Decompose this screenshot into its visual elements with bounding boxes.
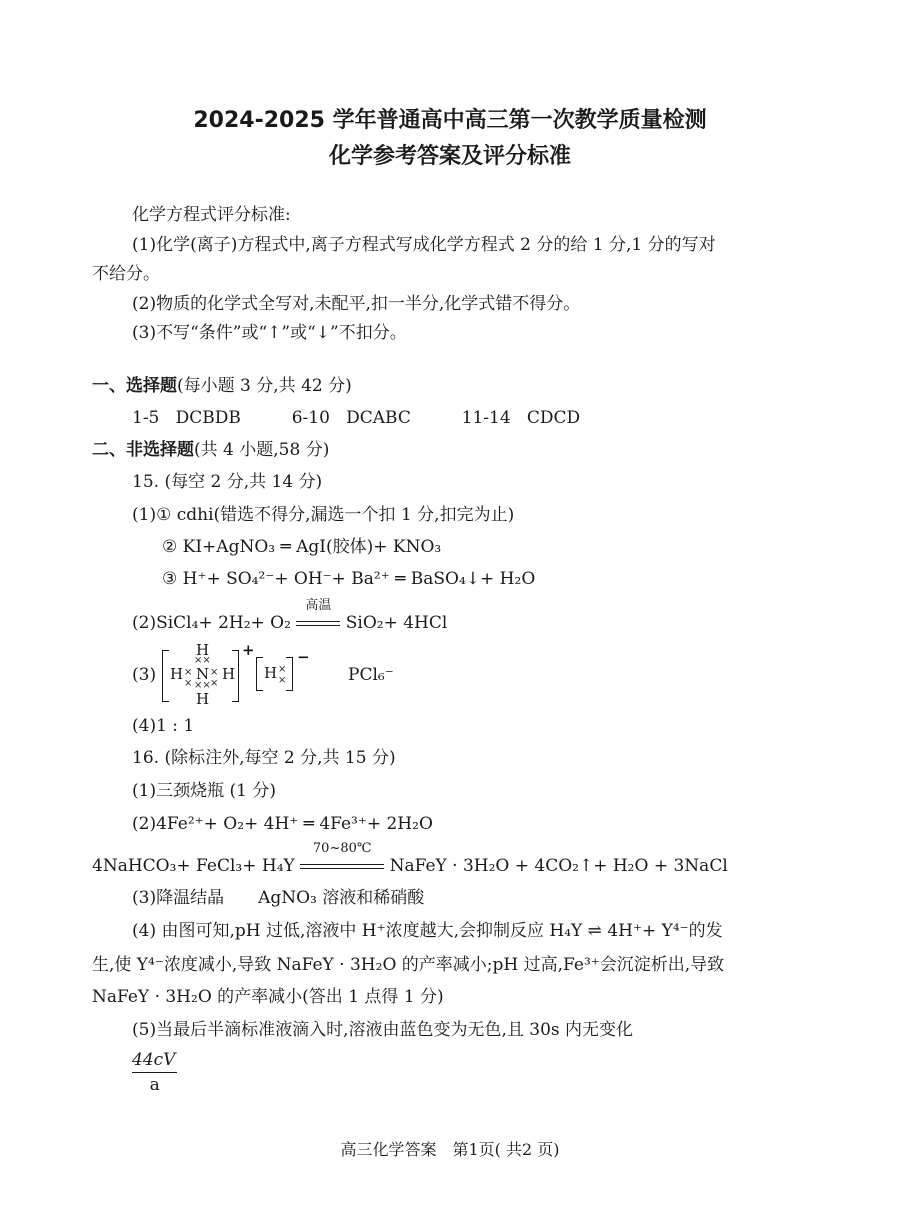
- reaction-arrow: [300, 841, 384, 876]
- q15-answer-1-2: ② KI+AgNO₃ ═ AgI(胶体)+ KNO₃: [162, 537, 442, 557]
- electron-pair-dots: × ×: [278, 664, 287, 686]
- q15-answer-1-3: ③ H⁺+ SO₄²⁻+ OH⁻+ Ba²⁺ ═ BaSO₄↓+ H₂O: [162, 569, 536, 589]
- electron-pair-dots: × ×: [184, 667, 193, 689]
- answer-range: 11-14: [461, 408, 511, 428]
- document-title: 2024-2025 学年普通高中高三第一次教学质量检测: [193, 108, 707, 133]
- page-footer: 高三化学答案 第1页( 共2 页): [340, 1140, 560, 1159]
- q16-answer-5: (5)当最后半滴标准液滴入时,溶液由蓝色变为无色,且 30s 内无变化: [132, 1020, 634, 1040]
- equation-lhs: (2)SiCl₄+ 2H₂+ O₂: [132, 613, 291, 633]
- right-bracket: [232, 650, 239, 702]
- q16-answer-1: (1)三颈烧瓶 (1 分): [132, 781, 276, 801]
- q16-answer-2b: [92, 841, 728, 876]
- q16-answer-4-cont: 生,使 Y⁴⁻浓度减小,导致 NaFeY · 3H₂O 的产率减小;pH 过高,Fe³⁺会沉淀析出,导致: [92, 955, 725, 975]
- lewis-n-center: N: [196, 665, 210, 683]
- equation-rhs: NaFeY · 3H₂O + 4CO₂↑+ H₂O + 3NaCl: [389, 856, 728, 876]
- q16-answer-2: (2)4Fe²⁺+ O₂+ 4H⁺ ═ 4Fe³⁺+ 2H₂O: [132, 814, 433, 834]
- q15-answer-2: [132, 598, 448, 633]
- fraction-result: [132, 1050, 177, 1095]
- answer-range: 1-5: [132, 408, 160, 428]
- lewis-h-bottom: H: [196, 690, 210, 708]
- q16-answer-4: (4) 由图可知,pH 过低,溶液中 H⁺浓度越大,会抑制反应 H₄Y ⇌ 4H⁺+ Y⁴⁻的发: [132, 921, 723, 941]
- fraction-numerator: 44cV: [132, 1050, 177, 1073]
- reaction-condition: 70~80℃: [312, 841, 372, 856]
- standard-rule-2: (2)物质的化学式全写对,未配平,扣一半分,化学式错不得分。: [132, 294, 581, 314]
- equation-lhs: 4NaHCO₃+ FeCl₃+ H₄Y: [92, 856, 295, 876]
- q16-answer-4-cont2: NaFeY · 3H₂O 的产率减小(答出 1 点得 1 分): [92, 987, 444, 1007]
- reaction-condition: 高温: [305, 598, 332, 613]
- standard-heading: 化学方程式评分标准:: [132, 205, 291, 225]
- part2-heading: 二、非选择题: [92, 440, 194, 460]
- cation-charge: +: [242, 641, 255, 659]
- pcl6-ion: PCl₆⁻: [348, 665, 394, 685]
- answer-letters: DCBDB: [175, 408, 241, 428]
- part1-note: (每小题 3 分,共 42 分): [177, 376, 352, 396]
- q15-header: 15. (每空 2 分,共 14 分): [132, 472, 323, 492]
- document-subtitle: 化学参考答案及评分标准: [328, 144, 571, 169]
- anion-charge: −: [297, 648, 310, 666]
- q15-answer-3-label: (3): [132, 665, 157, 685]
- left-bracket: [256, 657, 263, 691]
- q16-header: 16. (除标注外,每空 2 分,共 15 分): [132, 748, 396, 768]
- standard-rule-3: (3)不写“条件”或“↑”或“↓”不扣分。: [132, 323, 407, 343]
- q15-answer-4: (4)1 : 1: [132, 716, 195, 736]
- answer-letters: CDCD: [526, 408, 581, 428]
- part2-heading-row: [92, 440, 329, 460]
- part1-heading-row: [92, 376, 352, 396]
- part1-heading: 一、选择题: [92, 376, 177, 396]
- left-bracket: [162, 650, 169, 702]
- lewis-h-left: H: [170, 665, 184, 683]
- lewis-h-top: H: [196, 641, 210, 659]
- standard-rule-1: (1)化学(离子)方程式中,离子方程式写成化学方程式 2 分的给 1 分,1 分的写对: [132, 235, 716, 255]
- fraction-denominator: a: [149, 1075, 160, 1095]
- q15-answer-1: (1)① cdhi(错选不得分,漏选一个扣 1 分,扣完为止): [132, 505, 515, 525]
- standard-rule-1-cont: 不给分。: [92, 264, 160, 284]
- electron-pair-dots: ××: [194, 655, 211, 666]
- q16-answer-3: (3)降温结晶 AgNO₃ 溶液和稀硝酸: [132, 888, 425, 908]
- part1-answers: [132, 408, 580, 428]
- right-bracket: [286, 657, 293, 691]
- equation-rhs: SiO₂+ 4HCl: [345, 613, 448, 633]
- electron-pair-dots: ××: [194, 680, 211, 691]
- lewis-hydride-h: H: [264, 664, 278, 682]
- part2-note: (共 4 小题,58 分): [194, 440, 330, 460]
- answer-range: 6-10: [291, 408, 330, 428]
- reaction-arrow: [296, 598, 340, 633]
- answer-letters: DCABC: [346, 408, 411, 428]
- lewis-h-right: H: [222, 665, 236, 683]
- electron-pair-dots: × ×: [210, 667, 219, 689]
